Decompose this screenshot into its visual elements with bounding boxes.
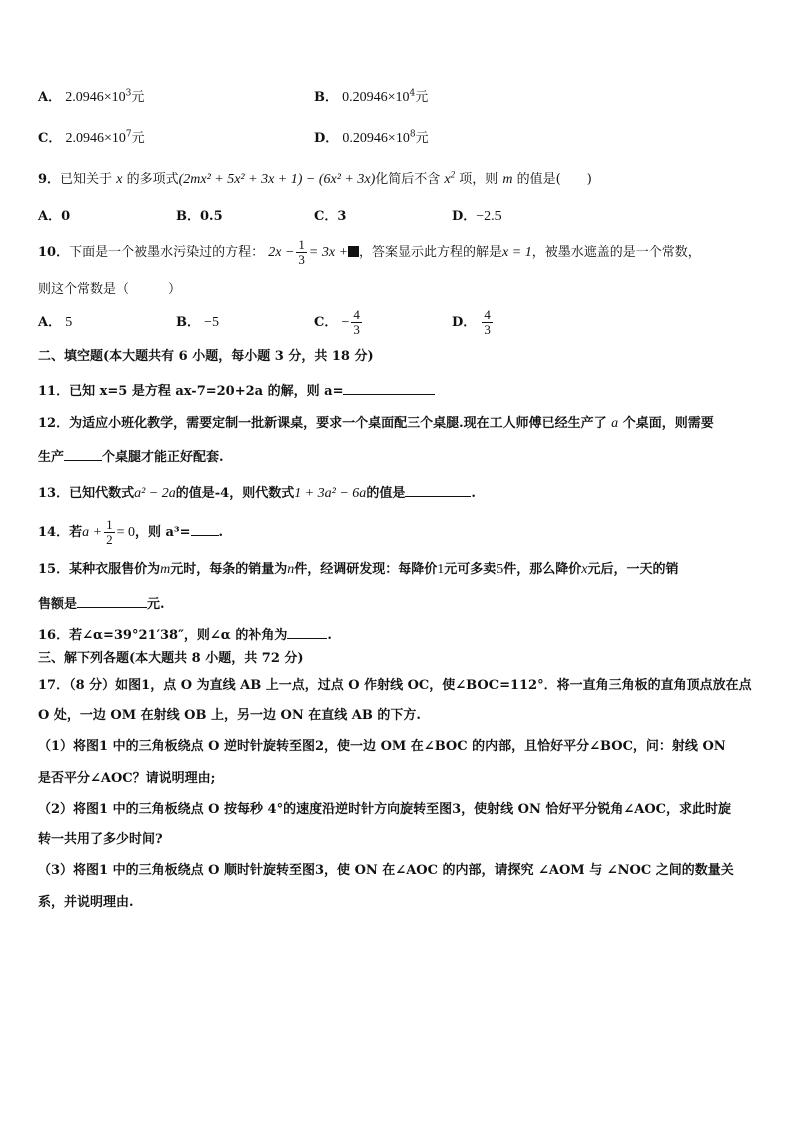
q17-part3: （3）将图1 中的三角板绕点 O 顺时针旋转至图3，使 ON 在∠AOC 的内部，请探究 ∠AOM 与 ∠NOC 之间的数量关 (38, 863, 734, 878)
q15-line2: 售额是 元. (38, 593, 165, 614)
q17-part2-line2: 转一共用了多少时间? (38, 832, 163, 847)
question-14: 14．若a + $\frac{1}{2}$ = 0，则 a³= . (38, 517, 224, 547)
q8-option-a: A． $2.0946\times 10^3$元 (38, 88, 145, 105)
question-15: 15．某种衣服售价为m元时，每条的销量为n件，经调研发现：每降价1元可多卖5件，那么降价x元后，一天的销 (38, 562, 679, 577)
question-10: 10．下面是一个被墨水污染过的方程： 2x − $\frac{1}{3}$ = 3x + ，答案显示此方程的解是x = 1，被墨水遮盖的是一个常数， (38, 237, 701, 267)
q17-line2: O 处，一边 OM 在射线 OB 上，另一边 ON 在直线 AB 的下方. (38, 708, 421, 723)
section-2-heading: 二、填空题(本大题共有 6 小题，每小题 3 分，共 18 分) (38, 349, 374, 364)
q8-option-d: D． $0.20946\times 10^8$元 (314, 129, 429, 146)
question-12: 12．为适应小班化教学，需要定制一批新课桌，要求一个桌面配三个桌腿.现在工人师傅已经生产了 a 个桌面，则需要 (38, 416, 714, 431)
answer-blank[interactable] (405, 482, 471, 497)
question-13: 13．已知代数式a² − 2a的值是-4，则代数式1 + 3a² − 6a的值是 . (38, 482, 476, 503)
section-3-heading: 三、解下列各题(本大题共 8 小题，共 72 分) (38, 651, 304, 666)
answer-blank[interactable] (77, 593, 147, 608)
q9-option-a: A．0 (38, 209, 71, 224)
q9-option-c: C．3 (314, 209, 347, 224)
question-16: 16．若∠α=39°21′38″，则∠α 的补角为 . (38, 624, 332, 645)
q9-polynomial: (2mx² + 5x² + 3x + 1) − (6x² + 3x) (178, 172, 376, 187)
q10-option-d: D． $\frac{4}{3}$ (452, 307, 491, 337)
q17-part1: （1）将图1 中的三角板绕点 O 逆时针旋转至图2，使一边 OM 在∠BOC 的内部，且恰好平分∠BOC，问：射线 ON (38, 739, 726, 754)
q10-line2: 则这个常数是（ ） (38, 282, 182, 297)
q9-option-d: D．−2.5 (452, 209, 502, 224)
q9-option-b: B．0.5 (176, 209, 223, 224)
answer-blank[interactable] (343, 380, 435, 395)
q10-fraction: $\frac{1}{3}$ (298, 237, 305, 267)
q10-option-b: B． −5 (176, 315, 220, 330)
q17-part3-line2: 系，并说明理由. (38, 895, 134, 910)
q8-option-c: C． $2.0946\times 10^7$元 (38, 129, 145, 146)
answer-blank[interactable] (191, 521, 219, 536)
answer-blank[interactable] (64, 446, 102, 461)
q8-option-b: B． $0.20946\times 10^4$元 (314, 88, 429, 105)
question-9: 9．已知关于 x 的多项式(2mx² + 5x² + 3x + 1) − (6x² + 3x)化简后不含 $x^2$ 项，则 m 的值是( ) (38, 169, 592, 187)
question-11: 11．已知 x=5 是方程 ax-7=20+2a 的解，则 a= (38, 380, 435, 401)
ink-blot-icon (348, 246, 359, 257)
question-17: 17．（8 分）如图1，点 O 为直线 AB 上一点，过点 O 作射线 OC，使∠BOC=112°．将一直角三角板的直角顶点放在点 (38, 678, 752, 693)
q8-a-coef: 2.0946 (65, 90, 104, 105)
q17-part2: （2）将图1 中的三角板绕点 O 按每秒 4°的速度沿逆时针方向旋转至图3，使射线 ON 恰好平分锐角∠AOC，求此时旋 (38, 802, 732, 817)
q12-line2: 生产 个桌腿才能正好配套. (38, 446, 224, 467)
q10-option-a: A． 5 (38, 315, 73, 330)
answer-blank[interactable] (287, 624, 327, 639)
q10-option-c: C． − $\frac{4}{3}$ (314, 307, 360, 337)
q17-part1-line2: 是否平分∠AOC？请说明理由; (38, 771, 216, 786)
